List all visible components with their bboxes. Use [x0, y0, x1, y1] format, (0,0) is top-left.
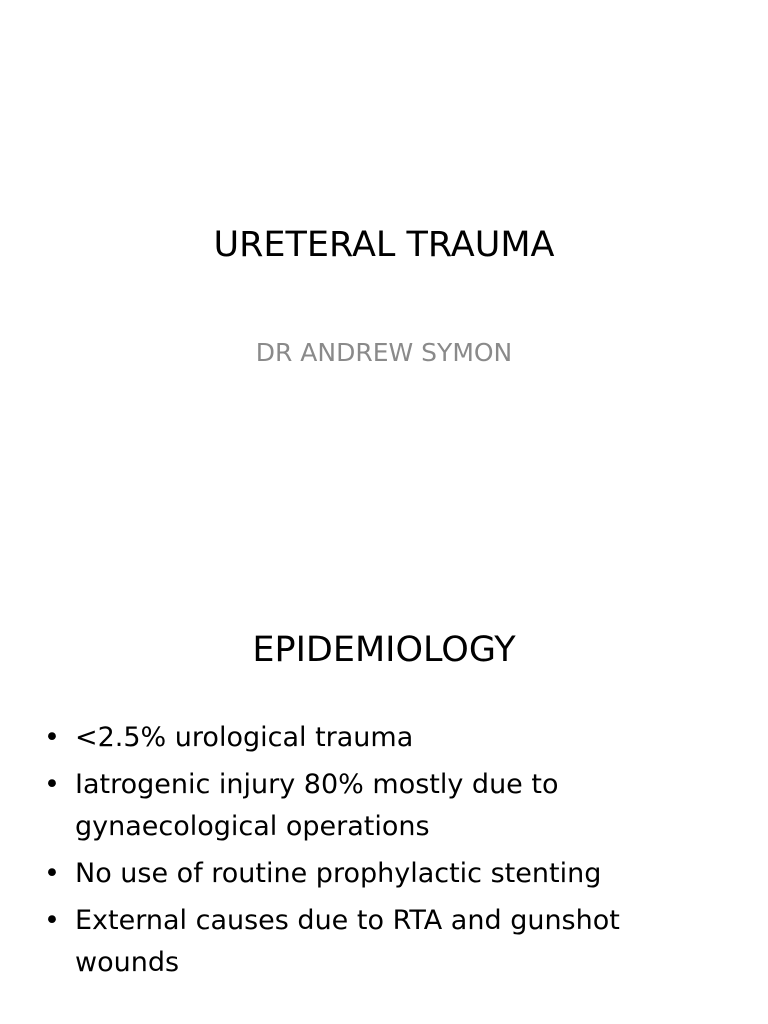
bullet-text: No use of routine prophylactic stenting [75, 858, 602, 889]
bullet-text: External causes due to RTA and gunshot wounds [75, 905, 620, 978]
bullet-text: <2.5% urological trauma [75, 722, 414, 753]
bullet-icon: • [44, 905, 60, 936]
slide-title: URETERAL TRAUMA [213, 225, 555, 265]
content-slide [0, 512, 768, 1024]
bullet-list [40, 717, 730, 989]
bullet-icon: • [44, 722, 60, 753]
section-title: EPIDEMIOLOGY [252, 630, 516, 670]
bullet-icon: • [44, 769, 60, 800]
bullet-item [40, 853, 730, 895]
bullet-text: Iatrogenic injury 80% mostly due to gynaecological operations [75, 769, 559, 842]
bullet-icon: • [44, 858, 60, 889]
bullet-item [40, 900, 730, 984]
slide-subtitle: DR ANDREW SYMON [255, 338, 513, 367]
bullet-item [40, 717, 730, 759]
bullet-item [40, 764, 730, 848]
